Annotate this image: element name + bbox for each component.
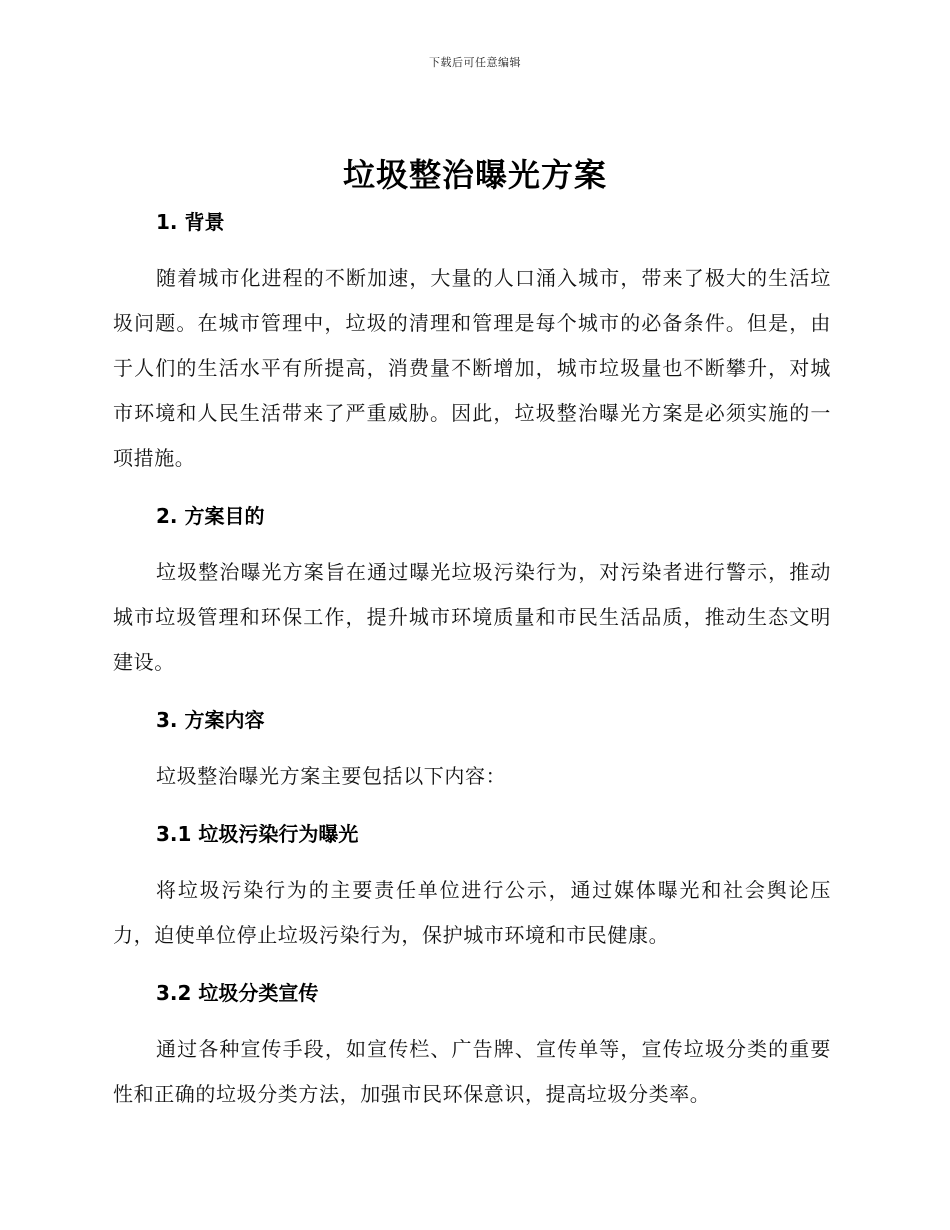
section-exposure xyxy=(113,816,831,958)
section-paragraph: 将垃圾污染行为的主要责任单位进行公示，通过媒体曝光和社会舆论压力，迫使单位停止垃圾污染行为，保护城市环境和市民健康。 xyxy=(113,878,831,947)
section-heading: 3.1 垃圾污染行为曝光 xyxy=(156,822,359,846)
section-sorting-promotion xyxy=(113,975,831,1117)
section-paragraph: 垃圾整治曝光方案主要包括以下内容： xyxy=(156,764,507,788)
document-title: 垃圾整治曝光方案 xyxy=(342,156,607,194)
page-header-note: 下载后可任意编辑 xyxy=(429,56,521,69)
section-heading: 2. 方案目的 xyxy=(156,504,265,528)
section-background xyxy=(113,204,831,481)
section-heading: 3.2 垃圾分类宣传 xyxy=(156,981,319,1005)
document-body xyxy=(113,204,831,1117)
section-paragraph: 随着城市化进程的不断加速，大量的人口涌入城市，带来了极大的生活垃圾问题。在城市管理中，垃圾的清理和管理是每个城市的必备条件。但是，由于人们的生活水平有所提高，消费量不断增加，城市垃圾量也不断攀升，对城市环境和人民生活带来了严重威胁。因此，垃圾整治曝光方案是必须实施的一项措施。 xyxy=(113,266,831,470)
section-heading: 3. 方案内容 xyxy=(156,708,265,732)
section-purpose xyxy=(113,498,831,685)
section-content xyxy=(113,702,831,799)
section-paragraph: 垃圾整治曝光方案旨在通过曝光垃圾污染行为，对污染者进行警示，推动城市垃圾管理和环保工作，提升城市环境质量和市民生活品质，推动生态文明建设。 xyxy=(113,560,831,674)
section-paragraph: 通过各种宣传手段，如宣传栏、广告牌、宣传单等，宣传垃圾分类的重要性和正确的垃圾分类方法，加强市民环保意识，提高垃圾分类率。 xyxy=(113,1037,831,1106)
section-heading: 1. 背景 xyxy=(156,210,225,234)
